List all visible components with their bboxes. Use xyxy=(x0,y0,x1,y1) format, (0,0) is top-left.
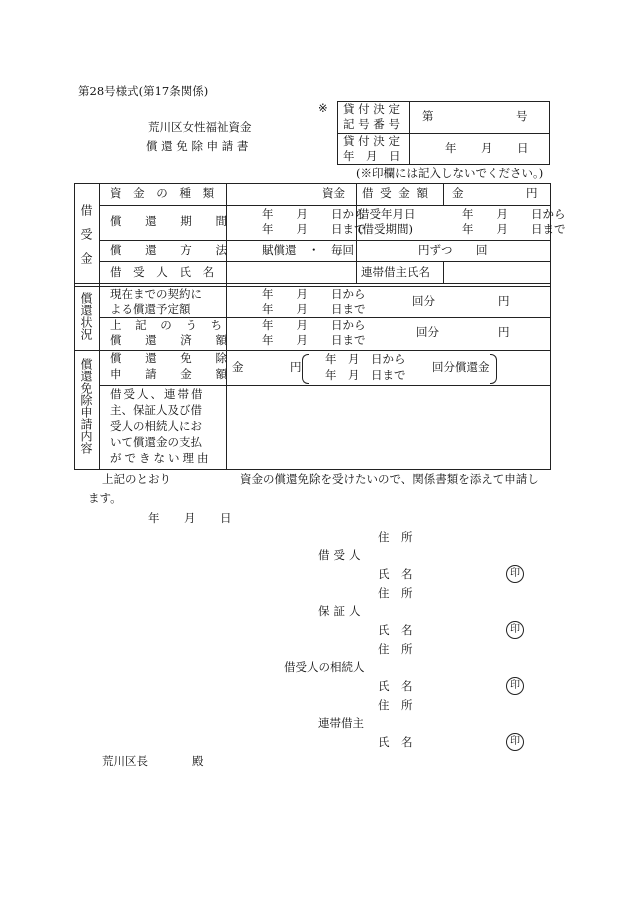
form-note: (※印欄には記入しないでください。) xyxy=(356,166,544,180)
joint-seal-icon: 印 xyxy=(506,733,524,751)
method-times: 回 xyxy=(476,243,488,257)
paid-yen: 円 xyxy=(498,325,510,339)
decision-number-suffix: 号 xyxy=(516,109,528,123)
exempt-label-1: 償 還 免 除 xyxy=(110,351,237,365)
loan-date-label-1: 借受年月日 xyxy=(358,207,416,221)
repayment-period-label: 償 還 期 間 xyxy=(110,214,237,228)
method-each: 円ずつ xyxy=(418,243,453,257)
period-to: 年 月 日まで xyxy=(262,222,366,236)
borrower-seal-icon: 印 xyxy=(506,565,524,583)
statement-part1: 上記のとおり xyxy=(102,472,171,486)
heir-role: 借受人の相続人 xyxy=(284,660,365,674)
addressee-name: 荒川区長 xyxy=(102,754,148,768)
section-content: 償還免除申請内容 xyxy=(79,358,93,454)
reason-label-5: ができない理由 xyxy=(110,451,212,465)
application-year: 年 xyxy=(148,511,160,525)
loan-amount-label: 借 受 金 額 xyxy=(362,186,430,200)
bracket-right xyxy=(490,354,497,384)
decision-number-prefix: 第 xyxy=(422,109,434,123)
decision-number-label-2: 記 号 番 号 xyxy=(343,117,400,131)
guarantor-role: 保証人 xyxy=(318,604,365,618)
reason-label-3: 受人の相続人にお xyxy=(110,419,202,433)
planned-yen: 円 xyxy=(498,294,510,308)
repayment-method-label: 償 還 方 法 xyxy=(110,243,237,257)
exempt-to: 年 月 日まで xyxy=(325,368,406,382)
fund-type-label: 資 金 の 種 類 xyxy=(110,186,219,200)
planned-label-1: 現在までの契約に xyxy=(110,287,202,301)
section-status: 償還状況 xyxy=(79,292,93,340)
planned-kaibun: 回分 xyxy=(412,294,435,308)
reason-label-1: 借受人、連帯借 xyxy=(110,387,205,401)
planned-from: 年 月 日から xyxy=(262,287,366,301)
loan-date-to: 年 月 日まで xyxy=(462,222,566,236)
exempt-kaibun-repay: 回分償還金 xyxy=(432,360,490,374)
borrower-name-field-label: 氏 名 xyxy=(378,567,413,581)
section-loan: 借受金 xyxy=(79,204,93,276)
exempt-kin: 金 xyxy=(232,360,244,374)
decision-date-label-1: 貸 付 決 定 xyxy=(343,134,400,148)
official-use-mark: ※ xyxy=(318,101,328,115)
paid-from: 年 月 日から xyxy=(262,318,366,332)
exempt-from: 年 月 日から xyxy=(325,352,406,366)
reason-label-4: いて償還金の支払 xyxy=(110,435,202,449)
loan-date-label-2: (借受期間) xyxy=(358,222,413,236)
form-title-line1: 荒川区女性福祉資金 xyxy=(148,120,252,134)
heir-address-label: 住 所 xyxy=(378,642,413,656)
guarantor-name-field-label: 氏 名 xyxy=(378,623,413,637)
bracket-left xyxy=(302,354,309,384)
loan-date-from: 年 月 日から xyxy=(462,207,566,221)
exempt-label-2: 申 請 金 額 xyxy=(110,367,237,381)
paid-kaibun: 回分 xyxy=(416,325,439,339)
joint-name-field-label: 氏 名 xyxy=(378,735,413,749)
heir-seal-icon: 印 xyxy=(506,677,524,695)
addressee-honorific: 殿 xyxy=(192,754,204,768)
application-month: 月 xyxy=(184,511,196,525)
joint-borrower-name-label: 連帯借主氏名 xyxy=(361,265,430,279)
decision-date-label-2: 年 月 日 xyxy=(343,149,401,163)
guarantor-address-label: 住 所 xyxy=(378,586,413,600)
statement-part2: 資金の償還免除を受けたいので、関係書類を添えて申請し xyxy=(240,472,539,486)
decision-number-label-1: 貸 付 決 定 xyxy=(343,102,400,116)
joint-role: 連帯借主 xyxy=(318,716,364,730)
loan-amount-yen: 円 xyxy=(526,186,538,200)
reason-label-2: 主、保証人及び借 xyxy=(110,403,202,417)
guarantor-seal-icon: 印 xyxy=(506,621,524,639)
period-from: 年 月 日から xyxy=(262,207,366,221)
borrower-name-label: 借 受 人 氏 名 xyxy=(110,265,219,279)
planned-label-2: よる償還予定額 xyxy=(110,302,191,316)
borrower-address-label: 住 所 xyxy=(378,530,413,544)
decision-year: 年 xyxy=(445,141,457,155)
loan-amount-kin: 金 xyxy=(452,186,464,200)
form-number: 第28号様式(第17条関係) xyxy=(78,84,209,98)
heir-name-field-label: 氏 名 xyxy=(378,679,413,693)
borrower-role: 借受人 xyxy=(318,548,365,562)
method-text: 賦償還 ・ 毎回 xyxy=(262,243,354,257)
exempt-yen: 円 xyxy=(290,360,302,374)
paid-label-2: 償 還 済 額 xyxy=(110,333,237,347)
application-day: 日 xyxy=(220,511,232,525)
paid-label-1: 上 記 の う ち xyxy=(110,318,228,332)
fund-suffix: 資金 xyxy=(322,186,345,200)
form-title-line2: 償 還 免 除 申 請 書 xyxy=(146,139,249,153)
statement-part3: ます。 xyxy=(88,491,122,505)
paid-to: 年 月 日まで xyxy=(262,333,366,347)
decision-day: 日 xyxy=(517,141,529,155)
decision-month: 月 xyxy=(481,141,493,155)
planned-to: 年 月 日まで xyxy=(262,302,366,316)
joint-address-label: 住 所 xyxy=(378,698,413,712)
